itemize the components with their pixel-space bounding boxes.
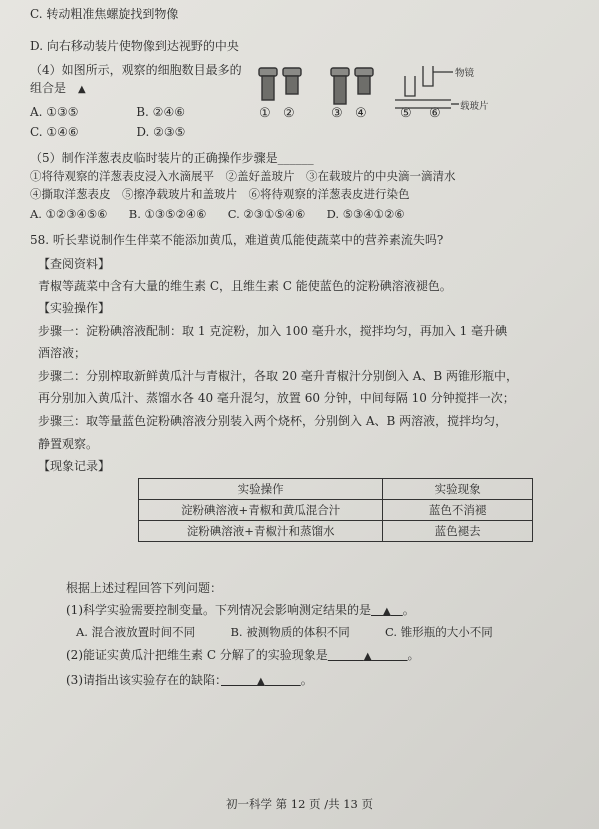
table-cell: 蓝色褪去: [383, 521, 533, 542]
q5-option-c: C. ②③①⑤④⑥: [227, 207, 306, 221]
q5-stem: [30, 150, 314, 166]
objective-label: 物镜: [455, 68, 475, 79]
q5-steps-line2: ④撕取洋葱表皮 ⑤擦净载玻片和盖玻片 ⑥将待观察的洋葱表皮进行染色: [30, 187, 410, 201]
sub2-text: (2)能证实黄瓜汁把维生素 C 分解了的实验现象是: [66, 648, 328, 662]
sub-question-1: (1)科学实验需要控制变量。下列情况会影响测定结果的是 ▲ 。: [66, 603, 415, 617]
q5-answer-blank: ______: [277, 151, 314, 165]
lens-number-2: ②: [283, 106, 295, 121]
answer-intro: 根据上述过程回答下列问题：: [66, 581, 223, 595]
lens-number-1: ①: [259, 106, 271, 121]
lens-figure: [255, 62, 585, 122]
step3-line2: 静置观察。: [38, 437, 99, 451]
step2-line1: 步骤二：分别榨取新鲜黄瓜汁与青椒汁，各取 20 毫升青椒汁分别倒入 A、B 两锥形瓶中，: [38, 369, 519, 383]
q5-options: [30, 206, 405, 222]
sub2-answer-blank: ▲: [363, 651, 372, 662]
table-cell: 淀粉碘溶液+青椒和黄瓜混合汁: [139, 500, 383, 521]
option-c-text: C. 转动粗准焦螺旋找到物像: [30, 7, 179, 21]
lens-number-4: ④: [355, 106, 367, 121]
observation-table: [138, 478, 533, 542]
step1-line1: 步骤一：淀粉碘溶液配制：取 1 克淀粉，加入 100 毫升水，搅拌均匀，再加入 1 毫升碘: [38, 324, 508, 338]
q4-options-row2: [30, 124, 185, 140]
section-research: 【查阅资料】: [38, 257, 111, 271]
sub1-text: (1)科学实验需要控制变量。下列情况会影响测定结果的是: [66, 603, 372, 617]
sub1-options: [76, 624, 493, 640]
lens-number-3: ③: [331, 106, 343, 121]
section-record: 【现象记录】: [38, 459, 111, 473]
q4-options-row1: [30, 104, 185, 120]
option-d-text: D. 向右移动装片使物像到达视野的中央: [30, 39, 239, 53]
table-row: [139, 500, 533, 521]
sub1-answer-blank: ▲: [383, 606, 391, 617]
q4-option-b: B. ②④⑥: [136, 105, 185, 119]
q58-stem: 58. 听长辈说制作生伴菜不能添加黄瓜，难道黄瓜能使蔬菜中的营养素流失吗?: [30, 233, 444, 247]
table-cell: 蓝色不消褪: [383, 500, 533, 521]
sub1-option-a: A. 混合液放置时间不同: [76, 625, 196, 639]
lens-number-6: ⑥: [429, 106, 441, 121]
table-header-operation: 实验操作: [139, 479, 383, 500]
table-header-phenomenon: 实验现象: [383, 479, 533, 500]
q4-answer-blank: ▲: [78, 84, 86, 95]
sub1-option-b: B. 被测物质的体积不同: [230, 625, 350, 639]
q5-stem-text: （5）制作洋葱表皮临时装片的正确操作步骤是: [30, 151, 278, 165]
sub3-answer-blank: ▲: [257, 676, 265, 687]
table-cell: 淀粉碘溶液+青椒汁和蒸馏水: [139, 521, 383, 542]
section-operation: 【实验操作】: [38, 301, 111, 315]
lens-figure-drawing: [255, 62, 585, 122]
q4-stem-text: 组合是: [30, 81, 67, 95]
step3-line1: 步骤三：取等量蓝色淀粉碘溶液分别装入两个烧杯，分别倒入 A、B 两溶液，搅拌均匀，: [38, 414, 508, 428]
table-header-row: [139, 479, 533, 500]
q5-option-d: D. ⑤③④①②⑥: [326, 207, 405, 221]
step1-line2: 酒溶液；: [38, 346, 87, 360]
sub-question-2: (2)能证实黄瓜汁把维生素 C 分解了的实验现象是 ▲ 。: [66, 648, 420, 662]
step2-line2: 再分别加入黄瓜汁、蒸馏水各 40 毫升混匀，放置 60 分钟，中间每隔 10 分钟搅拌一次；: [38, 391, 515, 405]
table-row: [139, 521, 533, 542]
sub1-option-c: C. 锥形瓶的大小不同: [385, 625, 493, 639]
slide-label: 载玻片: [460, 101, 489, 112]
q4-option-a: A. ①③⑤: [30, 105, 79, 119]
lens-number-5: ⑤: [400, 106, 412, 121]
q4-stem-line2: [30, 80, 86, 98]
q4-option-c: C. ①④⑥: [30, 125, 79, 139]
q4-stem-line1: （4）如图所示，观察的细胞数目最多的: [30, 63, 242, 77]
page-footer: 初一科学 第 12 页 /共 13 页: [225, 797, 374, 811]
q5-steps-line1: ①将待观察的洋葱表皮浸入水滴展平 ②盖好盖玻片 ③在载玻片的中央滴一滴清水: [30, 169, 456, 183]
q4-option-d: D. ②③⑤: [136, 125, 186, 139]
sub3-text: (3)请指出该实验存在的缺陷：: [66, 673, 221, 687]
sub-question-3: (3)请指出该实验存在的缺陷： ▲ 。: [66, 673, 313, 687]
q5-option-b: B. ①③⑤②④⑥: [128, 207, 207, 221]
research-text: 青椒等蔬菜中含有大量的维生素 C，且维生素 C 能使蓝色的淀粉碘溶液褪色。: [38, 279, 452, 293]
q5-option-a: A. ①②③④⑤⑥: [30, 207, 108, 221]
